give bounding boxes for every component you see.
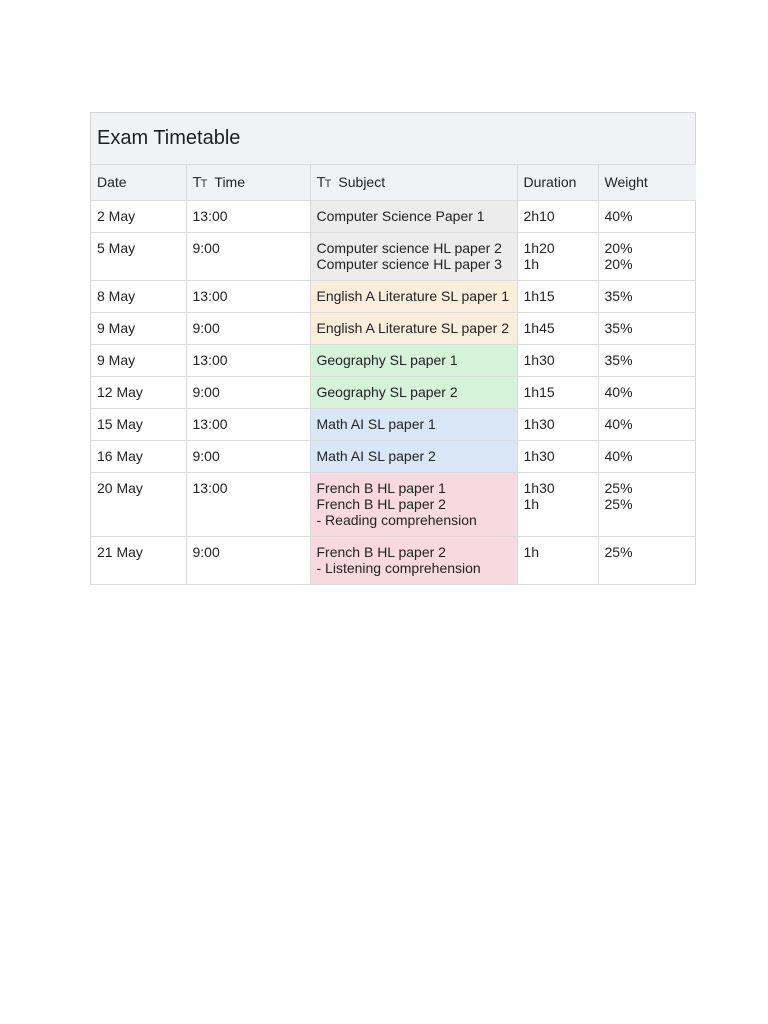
subject-cell[interactable] [310,344,517,376]
date-cell[interactable] [91,536,186,584]
column-header-subject[interactable] [310,165,517,200]
subject-cell-line: French B HL paper 2 [316,543,446,560]
duration-cell-line: 1h30 [523,447,555,464]
duration-cell-line: 1h30 [523,415,555,432]
time-cell[interactable] [186,440,310,472]
date-cell-text: 16 May [97,447,143,464]
weight-cell-line: 25% [604,543,633,560]
time-cell-text: 9:00 [192,543,220,560]
weight-cell[interactable] [598,376,696,408]
weight-cell-line: 25% [604,479,633,496]
subject-cell[interactable] [310,312,517,344]
header-row [91,165,696,200]
time-cell-text: 13:00 [192,351,228,368]
subject-cell-line: French B HL paper 2 [316,495,446,512]
time-cell[interactable] [186,280,310,312]
date-cell-text: 9 May [97,351,136,368]
date-cell[interactable] [91,344,186,376]
duration-cell-line: 2h10 [523,207,555,224]
column-header-time-label: Time [214,173,245,190]
time-cell[interactable] [186,408,310,440]
weight-cell[interactable] [598,472,696,536]
weight-cell-line: 20% [604,255,633,272]
date-cell-text: 5 May [97,239,136,256]
subject-cell-line: English A Literature SL paper 2 [316,319,509,336]
text-type-icon: TT [316,173,331,191]
time-cell-text: 9:00 [192,239,220,256]
table-row [91,344,696,376]
subject-cell[interactable] [310,376,517,408]
duration-cell-line: 1h [523,543,540,560]
table-title: Exam Timetable [97,127,241,149]
date-cell[interactable] [91,280,186,312]
subject-cell-line: English A Literature SL paper 1 [316,287,509,304]
column-header-weight[interactable] [598,165,696,200]
time-cell[interactable] [186,312,310,344]
weight-cell-line: 20% [604,239,633,256]
subject-cell-line: Computer Science Paper 1 [316,207,485,224]
text-type-icon: TT [192,173,207,191]
duration-cell-line: 1h20 [523,239,555,256]
duration-cell[interactable] [517,200,598,232]
time-cell-text: 13:00 [192,207,228,224]
date-cell-text: 12 May [97,383,143,400]
weight-cell-line: 25% [604,495,633,512]
time-cell[interactable] [186,536,310,584]
duration-cell-line: 1h30 [523,479,555,496]
table-row [91,232,696,280]
time-cell[interactable] [186,200,310,232]
exam-timetable [90,112,696,585]
table-row [91,536,696,584]
date-cell[interactable] [91,440,186,472]
column-header-duration-label: Duration [523,174,577,191]
table-row [91,408,696,440]
weight-cell[interactable] [598,280,696,312]
weight-cell[interactable] [598,408,696,440]
table-row [91,376,696,408]
subject-cell-line: Geography SL paper 1 [316,351,458,368]
subject-cell-line: Computer science HL paper 2 [316,239,502,256]
table-row [91,472,696,536]
table-row [91,440,696,472]
table-row [91,312,696,344]
column-header-time[interactable] [186,165,310,200]
subject-cell-line: French B HL paper 1 [316,479,446,496]
time-cell[interactable] [186,344,310,376]
weight-cell-line: 40% [604,447,633,464]
subject-cell[interactable] [310,472,517,536]
date-cell[interactable] [91,408,186,440]
time-cell-text: 9:00 [192,383,220,400]
time-cell-text: 9:00 [192,447,220,464]
duration-cell-line: 1h15 [523,383,555,400]
duration-cell-line: 1h45 [523,319,555,336]
weight-cell-line: 40% [604,207,633,224]
date-cell-text: 2 May [97,207,136,224]
date-cell[interactable] [91,232,186,280]
time-cell[interactable] [186,232,310,280]
weight-cell[interactable] [598,200,696,232]
date-cell[interactable] [91,376,186,408]
subject-cell[interactable] [310,440,517,472]
time-cell[interactable] [186,472,310,536]
weight-cell-line: 35% [604,351,633,368]
weight-cell[interactable] [598,536,696,584]
duration-cell[interactable] [517,472,598,536]
weight-cell-line: 40% [604,383,633,400]
subject-cell-line: - Reading comprehension [316,511,477,528]
weight-cell[interactable] [598,232,696,280]
date-cell-text: 15 May [97,415,143,432]
column-header-date[interactable] [91,165,186,200]
column-header-weight-label: Weight [604,174,648,191]
weight-cell[interactable] [598,312,696,344]
time-cell[interactable] [186,376,310,408]
weight-cell-line: 40% [604,415,633,432]
duration-cell-line: 1h30 [523,351,555,368]
subject-cell-line: Computer science HL paper 3 [316,255,502,272]
column-header-date-label: Date [97,174,127,191]
subject-cell[interactable] [310,200,517,232]
column-header-subject-label: Subject [338,173,386,190]
date-cell-text: 20 May [97,479,143,496]
duration-cell[interactable] [517,408,598,440]
duration-cell[interactable] [517,376,598,408]
column-header-duration[interactable] [517,165,598,200]
weight-cell[interactable] [598,344,696,376]
timetable-grid [91,165,696,585]
duration-cell-line: 1h [523,255,540,272]
table-row [91,200,696,232]
subject-cell[interactable] [310,232,517,280]
subject-cell-line: Math AI SL paper 1 [316,415,436,432]
date-cell-text: 8 May [97,287,136,304]
weight-cell[interactable] [598,440,696,472]
date-cell-text: 21 May [97,543,143,560]
duration-cell[interactable] [517,232,598,280]
duration-cell-line: 1h [523,495,540,512]
duration-cell[interactable] [517,312,598,344]
duration-cell[interactable] [517,280,598,312]
duration-cell[interactable] [517,536,598,584]
time-cell-text: 13:00 [192,287,228,304]
time-cell-text: 9:00 [192,319,220,336]
subject-cell[interactable] [310,408,517,440]
duration-cell[interactable] [517,344,598,376]
table-title-bar [91,112,695,165]
subject-cell-line: Math AI SL paper 2 [316,447,436,464]
weight-cell-line: 35% [604,287,633,304]
date-cell-text: 9 May [97,319,136,336]
duration-cell[interactable] [517,440,598,472]
date-cell[interactable] [91,200,186,232]
weight-cell-line: 35% [604,319,633,336]
time-cell-text: 13:00 [192,479,228,496]
duration-cell-line: 1h15 [523,287,555,304]
subject-cell[interactable] [310,280,517,312]
time-cell-text: 13:00 [192,415,228,432]
subject-cell[interactable] [310,536,517,584]
subject-cell-line: Geography SL paper 2 [316,383,458,400]
subject-cell-line: - Listening comprehension [316,559,481,576]
date-cell[interactable] [91,312,186,344]
table-row [91,280,696,312]
date-cell[interactable] [91,472,186,536]
